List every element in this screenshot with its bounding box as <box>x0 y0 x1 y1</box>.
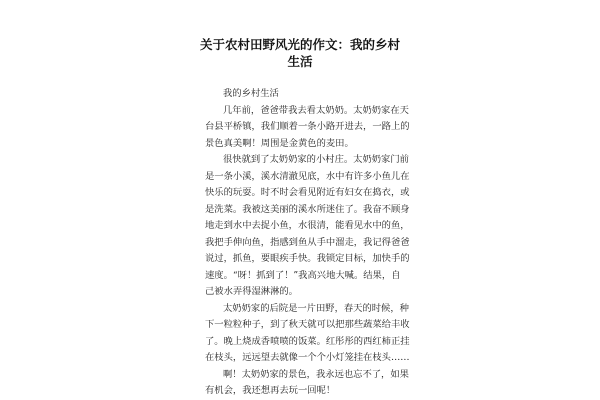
article-title-line-1: 关于农村田野风光的作文：我的乡村 <box>199 37 400 52</box>
text-line: 有机会，我还想再去玩一回呢！ <box>205 385 336 396</box>
text-line: 己被水弄得湿淋淋的。 <box>205 286 298 297</box>
paragraph-2 <box>205 152 410 301</box>
text-line: 很快就到了太奶奶家的小村庄。太奶奶家门前 <box>223 154 409 165</box>
text-line: 地走到水中去捉小鱼，水很清，能看见水中的鱼， <box>205 220 410 231</box>
paragraph-4 <box>205 367 409 400</box>
text-line: 几年前，爸爸带我去看太奶奶。太奶奶家在天 <box>223 104 409 116</box>
text-line: 啊！太奶奶家的景色，我永远也忘不了，如果 <box>223 368 409 380</box>
text-line: 是一条小溪，溪水清澈见底，水中有许多小鱼儿在 <box>205 170 410 182</box>
text-line: 是洗菜。我被这美丽的溪水所迷住了。我奋不顾身 <box>205 203 410 215</box>
paragraph-3 <box>205 301 410 367</box>
text-line: 快乐的玩耍。时不时会看见附近有妇女在捣衣，或 <box>205 187 410 198</box>
text-line: 说过，抓鱼，要眼疾手快。我锁定目标，加快手的 <box>205 253 410 264</box>
text-line: 太奶奶家的后院是一片田野，春天的时候，种 <box>223 302 409 314</box>
essay-subtitle: 我的乡村生活 <box>223 88 279 99</box>
text-line: 下一粒粒种子，到了秋天就可以把那些蔬菜给丰收 <box>205 319 410 330</box>
text-line: 速度。“呀！抓到了！”我高兴地大喊。结果，自 <box>205 269 401 281</box>
text-line: 了。晚上烧成香喷喷的饭菜。红彤彤的西红柿正挂 <box>205 335 410 347</box>
text-line: 我把手伸向鱼，指感到鱼从手中溜走，我记得爸爸 <box>205 236 410 248</box>
text-line: 景色真美啊！周围是金黄色的麦田。 <box>205 137 354 149</box>
text-line: 在枝头，远远望去就像一个个小灯笼挂在枝头…… <box>205 352 410 363</box>
article-title-line-2: 生活 <box>287 54 313 69</box>
text-line: 台县平桥镇，我们顺着一条小路开进去，一路上的 <box>205 121 410 132</box>
paragraph-1 <box>205 103 410 153</box>
article-body <box>205 86 410 400</box>
